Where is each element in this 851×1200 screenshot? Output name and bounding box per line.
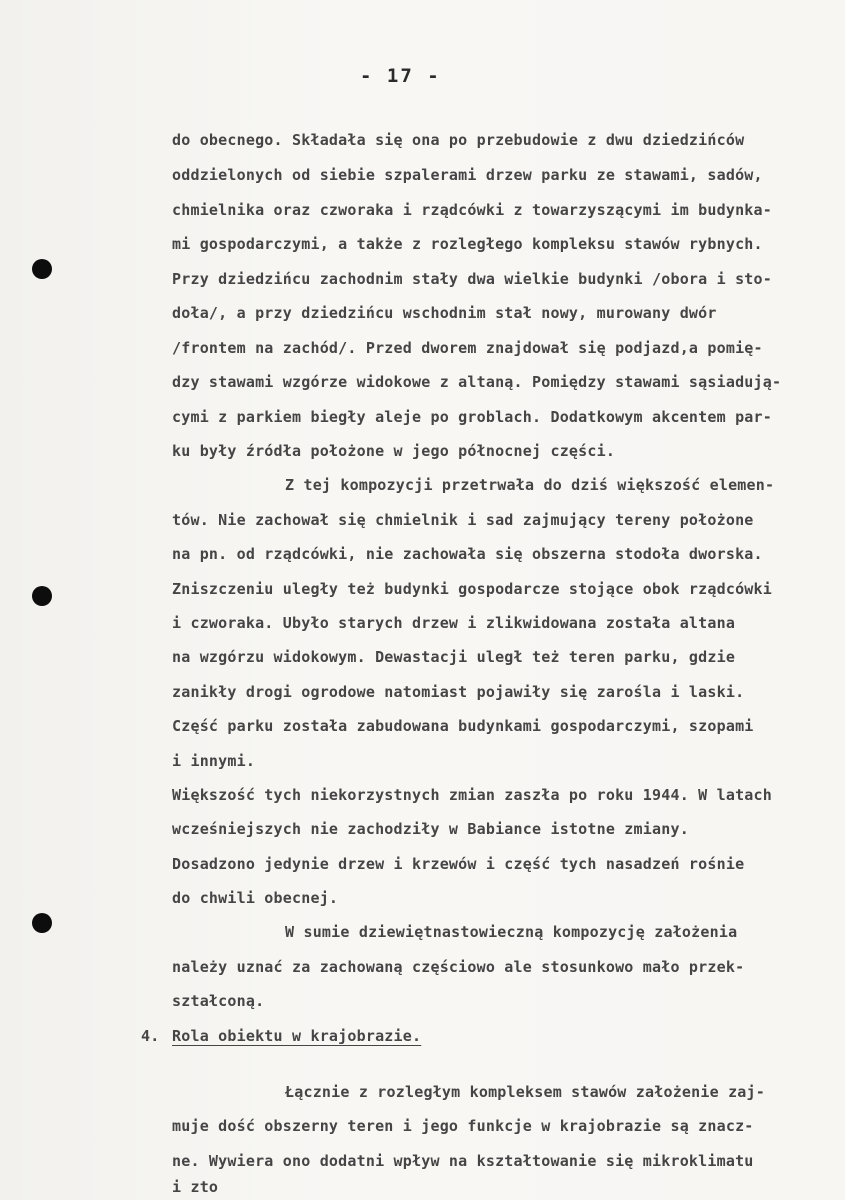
text-line: do chwili obecnej. <box>172 889 339 907</box>
text-line: W sumie dziewiętnastowieczną kompozycję założenia <box>285 923 738 941</box>
page-number: - 17 - <box>360 65 441 87</box>
text-line: należy uznać za zachowaną częściowo ale stosunkowo mało przek- <box>172 958 745 976</box>
page-edge <box>845 0 851 1200</box>
text-line: ształconą. <box>172 992 265 1010</box>
text-line: mi gospodarczymi, a także z rozległego kompleksu stawów rybnych. <box>172 235 763 253</box>
punch-hole-icon <box>32 259 52 279</box>
text-line: ne. Wywiera ono dodatni wpływ na kształtowanie się mikroklimatu <box>172 1152 754 1170</box>
section-heading: Rola obiektu w krajobrazie. <box>172 1027 422 1045</box>
text-line: i zto <box>172 1178 219 1196</box>
text-line: na pn. od rządcówki, nie zachowała się obszerna stodoła dworska. <box>172 545 763 563</box>
text-line: Łącznie z rozległym kompleksem stawów założenie zaj- <box>285 1083 765 1101</box>
text-line: oddzielonych od siebie szpalerami drzew parku ze stawami, sadów, <box>172 166 763 184</box>
section-number: 4. <box>141 1027 160 1045</box>
text-line: Część parku została zabudowana budynkami gospodarczymi, szopami <box>172 717 754 735</box>
text-line: i innymi. <box>172 752 256 770</box>
text-line: Przy dziedzińcu zachodnim stały dwa wielkie budynki /obora i sto- <box>172 270 772 288</box>
text-line: doła/, a przy dziedzińcu wschodnim stał nowy, murowany dwór <box>172 304 717 322</box>
text-line: wcześniejszych nie zachodziły w Babiance istotne zmiany. <box>172 820 689 838</box>
text-line: muje dość obszerny teren i jego funkcje w krajobrazie są znacz- <box>172 1117 754 1135</box>
text-line: Z tej kompozycji przetrwała do dziś większość elemen- <box>285 476 775 494</box>
text-line: Dosadzono jedynie drzew i krzewów i część tych nasadzeń rośnie <box>172 855 745 873</box>
punch-hole-icon <box>32 913 52 933</box>
text-line: cymi z parkiem biegły aleje po groblach. Dodatkowym akcentem par- <box>172 408 772 426</box>
text-line: /frontem na zachód/. Przed dworem znajdował się podjazd,a pomię- <box>172 339 763 357</box>
punch-hole-icon <box>32 586 52 606</box>
text-line: ku były źródła położone w jego północnej części. <box>172 442 616 460</box>
text-line: Zniszczeniu uległy też budynki gospodarcze stojące obok rządcówki <box>172 580 772 598</box>
text-line: Większość tych niekorzystnych zmian zaszła po roku 1944. W latach <box>172 786 772 804</box>
text-line: i czworaka. Ubyło starych drzew i zlikwidowana została altana <box>172 614 736 632</box>
text-line: dzy stawami wzgórze widokowe z altaną. Pomiędzy stawami sąsiadują- <box>172 373 782 391</box>
text-line: zanikły drogi ogrodowe natomiast pojawiły się zarośla i laski. <box>172 683 745 701</box>
text-line: tów. Nie zachował się chmielnik i sad zajmujący tereny położone <box>172 511 754 529</box>
text-line: chmielnika oraz czworaka i rządcówki z towarzyszącymi im budynka- <box>172 201 772 219</box>
text-line: do obecnego. Składała się ona po przebudowie z dwu dziedzińców <box>172 131 745 149</box>
text-line: na wzgórzu widokowym. Dewastacji uległ też teren parku, gdzie <box>172 648 736 666</box>
